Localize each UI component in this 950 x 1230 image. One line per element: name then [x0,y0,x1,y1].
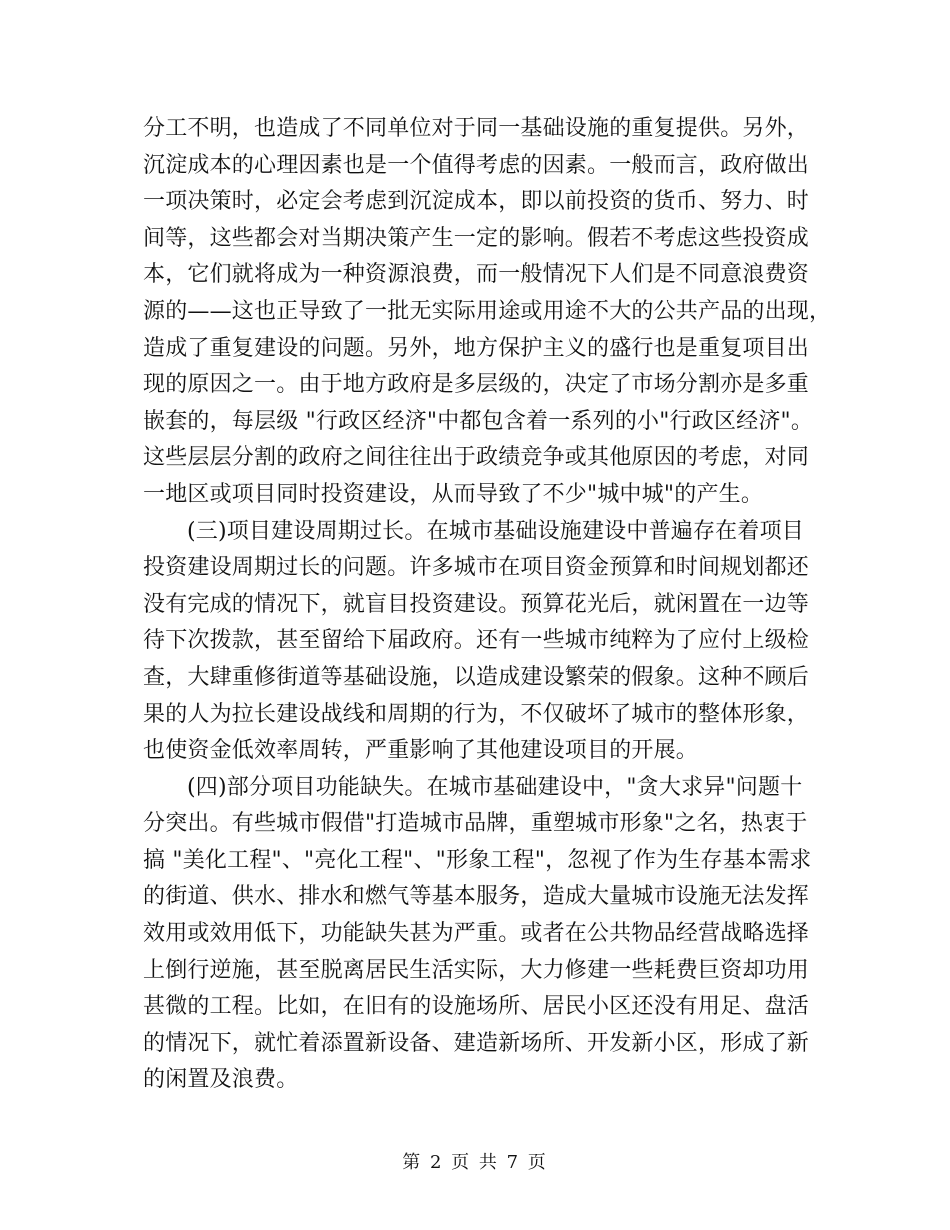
text-line: 果的人为拉长建设战线和周期的行为，不仅破坏了城市的整体形象， [143,701,810,727]
text-line: 没有完成的情况下，就盲目投资建设。预算花光后，就闲置在一边等 [143,591,810,617]
text-line: 本，它们就将成为一种资源浪费，而一般情况下人们是不同意浪费资 [143,262,810,288]
text-line: 一地区或项目同时投资建设，从而导致了不少"城中城"的产生。 [143,481,764,507]
text-line: 现的原因之一。由于地方政府是多层级的，决定了市场分割亦是多重 [143,372,810,398]
text-line: 的情况下，就忙着添置新设备、建造新场所、开发新小区，形成了新 [143,1030,810,1056]
text-line: 分突出。有些城市假借"打造城市品牌，重塑城市形象"之名，热衷于 [143,811,808,837]
text-line: 查，大肆重修街道等基础设施，以造成建设繁荣的假象。这种不顾后 [143,664,810,690]
text-line: 待下次拨款，甚至留给下届政府。还有一些城市纯粹为了应付上级检 [143,628,810,654]
text-line: 搞 "美化工程"、"亮化工程"、"形象工程"，忽视了作为生存基本需求 [143,847,812,873]
text-line: 甚微的工程。比如，在旧有的设施场所、居民小区还没有用足、盘活 [143,994,810,1020]
text-line: 效用或效用低下，功能缺失甚为严重。或者在公共物品经营战略选择 [143,921,810,947]
text-line: 间等，这些都会对当期决策产生一定的影响。假若不考虑这些投资成 [143,225,810,251]
page-number-footer: 第 2 页 共 7 页 [402,1152,548,1173]
section-three-heading-line: (三)项目建设周期过长。在城市基础设施建设中普遍存在着项目 [187,518,804,544]
text-line: 源的——这也正导致了一批无实际用途或用途不大的公共产品的出现， [143,298,832,324]
text-line: 沉淀成本的心理因素也是一个值得考虑的因素。一般而言，政府做出 [143,152,810,178]
body-text [143,111,832,1099]
text-line: 投资建设周期过长的问题。许多城市在项目资金预算和时间规划都还 [143,555,810,581]
text-line: 上倒行逆施，甚至脱离居民生活实际，大力修建一些耗费巨资却功用 [143,957,810,983]
text-line: 的街道、供水、排水和燃气等基本服务，造成大量城市设施无法发挥 [143,884,810,910]
text-line: 嵌套的，每层级 "行政区经济"中都包含着一系列的小"行政区经济"。 [143,408,814,434]
text-line: 一项决策时，必定会考虑到沉淀成本，即以前投资的货币、努力、时 [143,189,810,215]
text-line: 这些层层分割的政府之间往往出于政绩竞争或其他原因的考虑，对同 [143,445,810,471]
text-line: 也使资金低效率周转，严重影响了其他建设项目的开展。 [143,738,699,764]
text-line: 的闲置及浪费。 [143,1067,299,1093]
text-line: 分工不明，也造成了不同单位对于同一基础设施的重复提供。另外， [143,116,810,141]
text-line: 造成了重复建设的问题。另外，地方保护主义的盛行也是重复项目出 [143,335,810,361]
section-four-heading-line: (四)部分项目功能缺失。在城市基础建设中，"贪大求异"问题十 [187,774,803,800]
